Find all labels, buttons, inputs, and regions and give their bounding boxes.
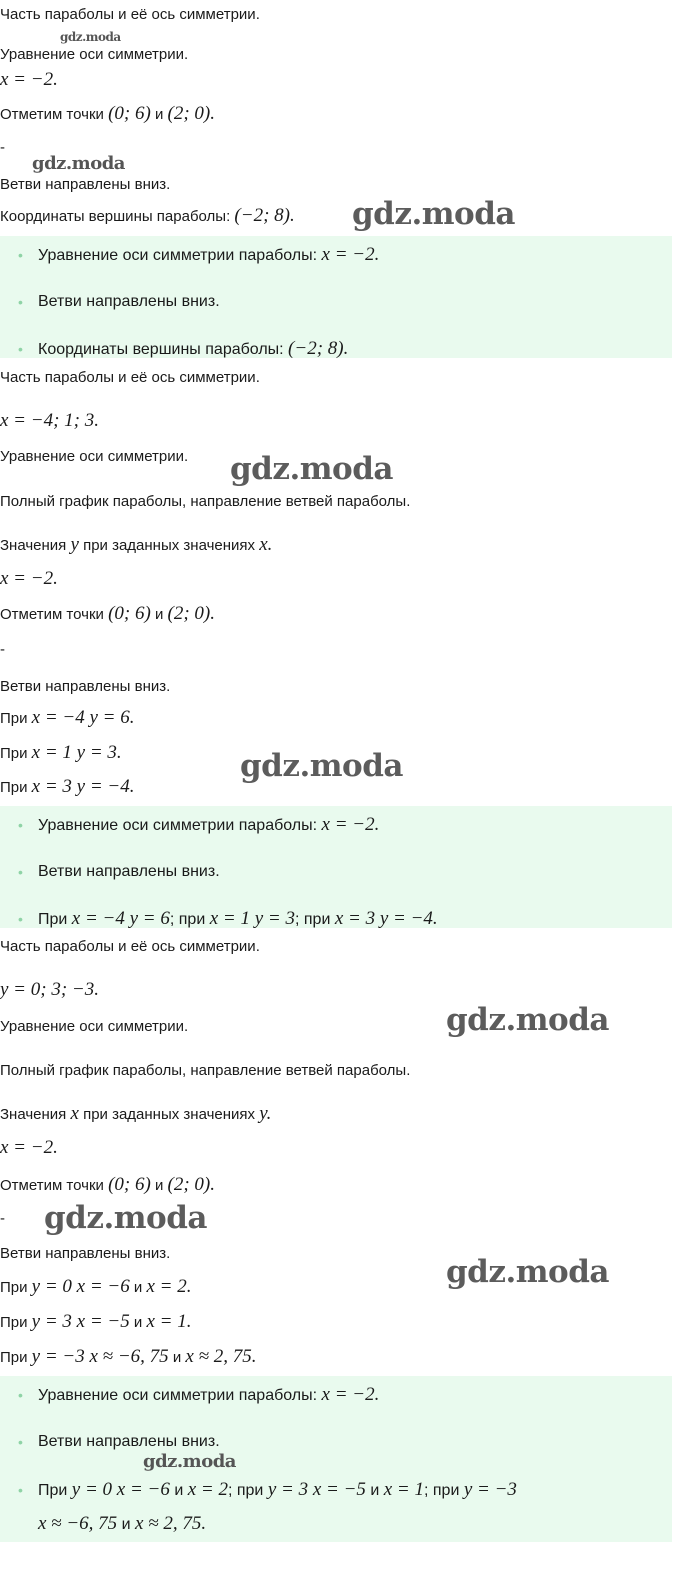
watermark-logo: gdz.moda <box>240 748 403 784</box>
math: y = 3 x = −5 <box>267 1479 366 1500</box>
math: x = 2. <box>146 1276 192 1297</box>
text: Уравнение оси симметрии. <box>0 46 189 63</box>
bullet-item <box>38 338 348 361</box>
text: При <box>38 1482 72 1499</box>
watermark-logo: gdz.moda <box>446 1254 609 1290</box>
math: x = 1. <box>146 1311 192 1332</box>
math: x = 3 y = −4. <box>31 776 135 797</box>
text-line <box>0 708 135 729</box>
text-line <box>0 1244 170 1264</box>
text: и <box>169 1482 188 1499</box>
watermark-logo: gdz.moda <box>44 1200 207 1236</box>
bullet-item <box>38 908 438 931</box>
math-line <box>0 1138 58 1159</box>
text-line <box>0 1277 192 1298</box>
text-line <box>0 640 5 660</box>
text: - <box>0 641 5 658</box>
math: x ≈ 2, 75. <box>185 1346 257 1367</box>
text-line <box>0 447 188 467</box>
math: (0; 6) <box>108 1174 151 1195</box>
text: Уравнение оси симметрии параболы: <box>38 817 322 834</box>
text: Уравнение оси симметрии. <box>0 1018 189 1035</box>
text-line <box>0 206 295 227</box>
text: Часть параболы и её ось симметрии. <box>0 369 260 386</box>
text-line <box>0 743 122 764</box>
text: Отметим точки <box>0 1177 109 1194</box>
text: Часть параболы и её ось симметрии. <box>0 6 260 23</box>
text: - <box>0 1210 5 1227</box>
text: и <box>365 1482 384 1499</box>
text: и <box>117 1516 136 1533</box>
math: x = −2. <box>0 69 58 90</box>
watermark-logo: gdz.moda <box>32 153 125 174</box>
math: x = −2. <box>321 814 380 835</box>
math: y = 3 x = −5 <box>31 1311 130 1332</box>
text-line <box>0 1061 410 1081</box>
text-line <box>0 138 5 158</box>
text: и <box>150 106 168 123</box>
text: Ветви направлены вниз. <box>38 863 220 880</box>
math: x = 1 <box>383 1479 424 1500</box>
math: (0; 6) <box>108 103 151 124</box>
text-line <box>0 492 410 512</box>
watermark-logo: gdz.moda <box>352 196 515 232</box>
text: Значения <box>0 1106 71 1123</box>
watermark-logo: gdz.moda <box>446 1002 609 1038</box>
bullet-continuation <box>38 1514 206 1535</box>
math: x = 1 y = 3 <box>209 908 295 929</box>
math: x = 2 <box>187 1479 228 1500</box>
text-line <box>0 1017 188 1037</box>
text: Ветви направлены вниз. <box>0 176 171 193</box>
summary-box-3 <box>0 1376 672 1542</box>
math: y = 0; 3; −3. <box>0 979 99 1000</box>
math: y. <box>259 1103 272 1124</box>
text-line <box>0 104 215 125</box>
text: Координаты вершины параболы: <box>0 208 235 225</box>
text: и <box>168 1349 186 1366</box>
text: Уравнение оси симметрии параболы: <box>38 1387 322 1404</box>
text-line <box>0 175 170 195</box>
math: x = 1 y = 3. <box>31 742 122 763</box>
math: x = −4; 1; 3. <box>0 410 99 431</box>
bullet-item <box>38 291 220 313</box>
text: при заданных значениях <box>78 1106 260 1123</box>
text: Отметим точки <box>0 106 109 123</box>
math-line <box>0 569 58 590</box>
text: ; при <box>227 1482 268 1499</box>
math: y = 0 x = −6 <box>71 1479 170 1500</box>
text: Полный график параболы, направление ветвей параболы. <box>0 1062 411 1079</box>
text: ; при <box>424 1482 464 1499</box>
text: Ветви направлены вниз. <box>38 293 220 310</box>
math: y <box>70 534 79 555</box>
math: x = −4 y = 6. <box>31 707 135 728</box>
math: x = −4 y = 6 <box>71 908 170 929</box>
math: x = 3 y = −4. <box>334 908 438 929</box>
text-line <box>0 535 272 556</box>
text: и <box>129 1279 147 1296</box>
math: (2; 0). <box>167 1174 215 1195</box>
math-line <box>0 411 99 432</box>
text-line <box>0 368 260 388</box>
math-line <box>0 980 99 1001</box>
summary-box-1 <box>0 236 672 358</box>
text: При <box>0 1279 32 1296</box>
text: При <box>0 745 32 762</box>
text: При <box>38 911 72 928</box>
text: При <box>0 710 32 727</box>
bullet-item <box>38 1431 220 1453</box>
math: y = −3 x ≈ −6, 75 <box>31 1346 169 1367</box>
text: и <box>129 1314 147 1331</box>
bullet-item <box>38 244 379 267</box>
math: y = −3 <box>463 1479 517 1500</box>
text: Координаты вершины параболы: <box>38 341 289 358</box>
text-line <box>0 1104 271 1125</box>
text-line <box>0 45 188 65</box>
text: Значения <box>0 537 71 554</box>
text: Уравнение оси симметрии параболы: <box>38 247 322 264</box>
math: x. <box>259 534 273 555</box>
text: При <box>0 1314 32 1331</box>
math: x ≈ −6, 75 <box>38 1513 118 1534</box>
math: x = −2. <box>321 1384 380 1405</box>
math: x ≈ 2, 75. <box>135 1513 207 1534</box>
text: Ветви направлены вниз. <box>38 1433 220 1450</box>
text: ; при <box>169 911 210 928</box>
math: (−2; 8). <box>288 338 349 359</box>
text-line <box>0 677 170 697</box>
text-line <box>0 1209 5 1229</box>
text: Ветви направлены вниз. <box>0 1245 171 1262</box>
text-line <box>0 1312 192 1333</box>
text-line <box>0 1175 215 1196</box>
text: Ветви направлены вниз. <box>0 678 171 695</box>
math: (0; 6) <box>108 603 151 624</box>
math: y = 0 x = −6 <box>31 1276 130 1297</box>
watermark-logo: gdz.moda <box>60 30 121 44</box>
text-line <box>0 937 260 957</box>
text: Полный график параболы, направление ветвей параболы. <box>0 493 411 510</box>
text: Уравнение оси симметрии. <box>0 448 189 465</box>
text-line <box>0 777 135 798</box>
text: и <box>150 1177 168 1194</box>
math: (2; 0). <box>167 103 215 124</box>
text-line <box>0 1347 257 1368</box>
text: при заданных значениях <box>78 537 260 554</box>
text: и <box>150 606 168 623</box>
text-line <box>0 604 215 625</box>
text: При <box>0 1349 32 1366</box>
bullet-item <box>38 1479 517 1502</box>
watermark-logo: gdz.moda <box>230 451 393 487</box>
bullet-item <box>38 861 220 883</box>
math: (−2; 8). <box>234 205 295 226</box>
text: Часть параболы и её ось симметрии. <box>0 938 260 955</box>
text: - <box>0 139 5 156</box>
summary-box-2 <box>0 806 672 928</box>
math-line <box>0 70 58 91</box>
bullet-item <box>38 814 379 837</box>
math: x = −2. <box>0 1137 58 1158</box>
math: x = −2. <box>321 244 380 265</box>
math: x = −2. <box>0 568 58 589</box>
text: При <box>0 779 32 796</box>
text-line <box>0 5 260 25</box>
watermark-logo: gdz.moda <box>143 1451 236 1472</box>
bullet-item <box>38 1384 379 1407</box>
math: x <box>70 1103 79 1124</box>
math: (2; 0). <box>167 603 215 624</box>
text: ; при <box>294 911 335 928</box>
text: Отметим точки <box>0 606 109 623</box>
